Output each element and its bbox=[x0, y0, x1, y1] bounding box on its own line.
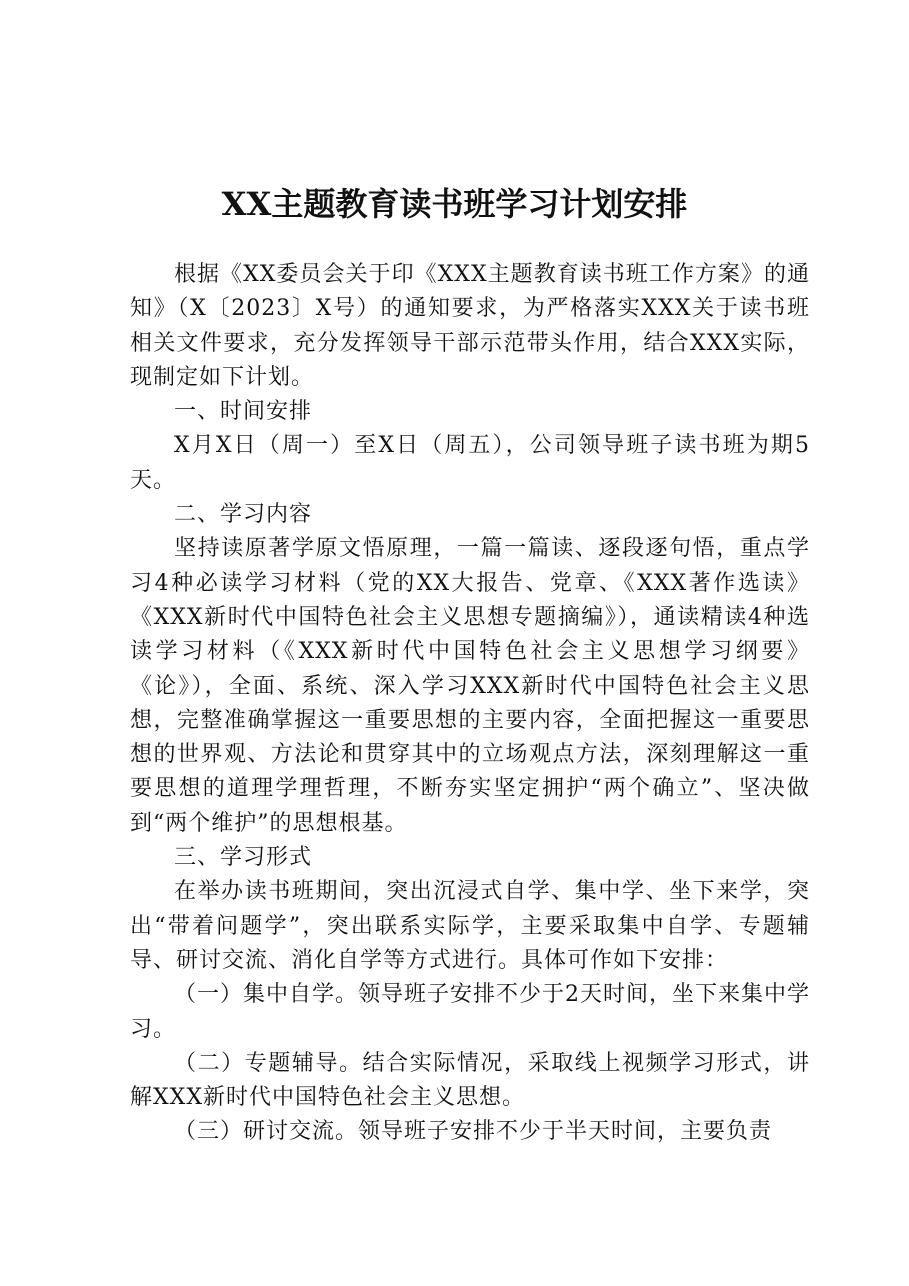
section-heading-content: 二、学习内容 bbox=[174, 502, 313, 528]
format-item-discussion: （三）研讨交流。领导班子安排不少于半天时间，主要负责 bbox=[174, 1119, 773, 1145]
content-paragraph: 坚持读原著学原文悟原理，一篇一篇读、逐段逐句悟，重点学习4种必读学习材料（党的XX大报告、党章、《XXX著作选读》《XXX新时代中国特色社会主义思想专题摘编》），通读精读4种选读学习材料（《XXX新时代中国特色社会主义思想学习纲要》《论》），全面、系统、深入学习XXX新时代中国特色社会主义思想，完整准确掌握这一重要思想的主要内容，全面把握这一重要思想的世界观、方法论和贯穿其中的立场观点方法，深刻理解这一重要思想的道理学理哲理，不断夯实坚定拥护“两个确立”、坚决做到“两个维护”的思想根基。 bbox=[130, 536, 810, 836]
format-paragraph: 在举办读书班期间，突出沉浸式自学、集中学、坐下来学，突出“带着问题学”，突出联系实际学，主要采取集中自学、专题辅导、研讨交流、消化自学等方式进行。具体可作如下安排： bbox=[130, 879, 810, 973]
section-heading-schedule: 一、时间安排 bbox=[174, 399, 313, 425]
schedule-paragraph: X月X日（周一）至X日（周五），公司领导班子读书班为期5天。 bbox=[130, 433, 810, 493]
format-item-lecture: （二）专题辅导。结合实际情况，采取线上视频学习形式，讲解XXX新时代中国特色社会主义思想。 bbox=[130, 1050, 810, 1111]
document-title: XX主题教育读书班学习计划安排 bbox=[221, 185, 688, 223]
document-body bbox=[130, 258, 810, 1150]
section-heading-format: 三、学习形式 bbox=[174, 845, 313, 871]
intro-paragraph: 根据《XX委员会关于印《XXX主题教育读书班工作方案》的通知》（X〔2023〕X号）的通知要求，为严格落实XXX关于读书班相关文件要求，充分发挥领导干部示范带头作用，结合XXX实际，现制定如下计划。 bbox=[130, 262, 810, 390]
format-item-self-study: （一）集中自学。领导班子安排不少于2天时间，坐下来集中学习。 bbox=[130, 982, 810, 1042]
